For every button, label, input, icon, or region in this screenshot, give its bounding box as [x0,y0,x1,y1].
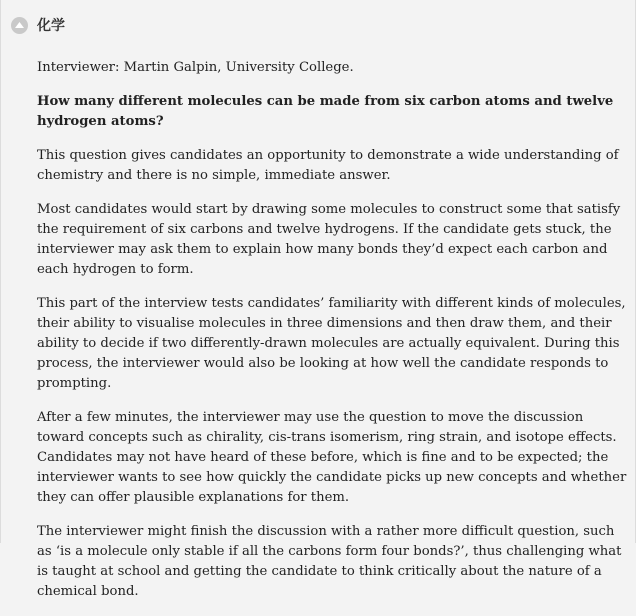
paragraph: Most candidates would start by drawing some molecules to construct some that satisfy the requirement of six carbons and twelve hydrogens. If the candidate gets stuck, the interviewer may ask them to explain how many bonds they’d expect each carbon and each hydrogen to form. [37,202,621,277]
chevron-up-icon[interactable] [11,17,28,34]
paragraph: After a few minutes, the interviewer may use the question to move the discussion toward concepts such as chirality, cis-trans isomerism, ring strain, and isotope effects. Candidates may not have heard of these before, which is fine and to be expected; the interviewer wants to see how quickly the candidate picks up new concepts and whether they can offer plausible explanations for them. [37,410,627,505]
paragraph: This question gives candidates an opportunity to demonstrate a wide understanding of chemistry and there is no simple, immediate answer. [37,148,619,183]
interview-question: How many different molecules can be made from six carbon atoms and twelve hydrogen atoms? [37,94,614,129]
paragraph: The interviewer might finish the discussion with a rather more difficult question, such as ‘is a molecule only stable if all the carbons form four bonds?’, thus challenging what is taught at school and getting the candidate to think critically about the nature of a chemical bond. [37,524,622,599]
section-title: 化学 [37,18,65,34]
interviewer-line: Interviewer: Martin Galpin, University College. [37,60,354,75]
accordion-content [37,58,629,616]
paragraph: This part of the interview tests candidates’ familiarity with different kinds of molecules, their ability to visualise molecules in three dimensions and then draw them, and their ability to decide if two differently-drawn molecules are actually equivalent. During this process, the interviewer would also be looking at how well the candidate responds to prompting. [37,296,626,391]
accordion-header[interactable] [11,15,65,35]
